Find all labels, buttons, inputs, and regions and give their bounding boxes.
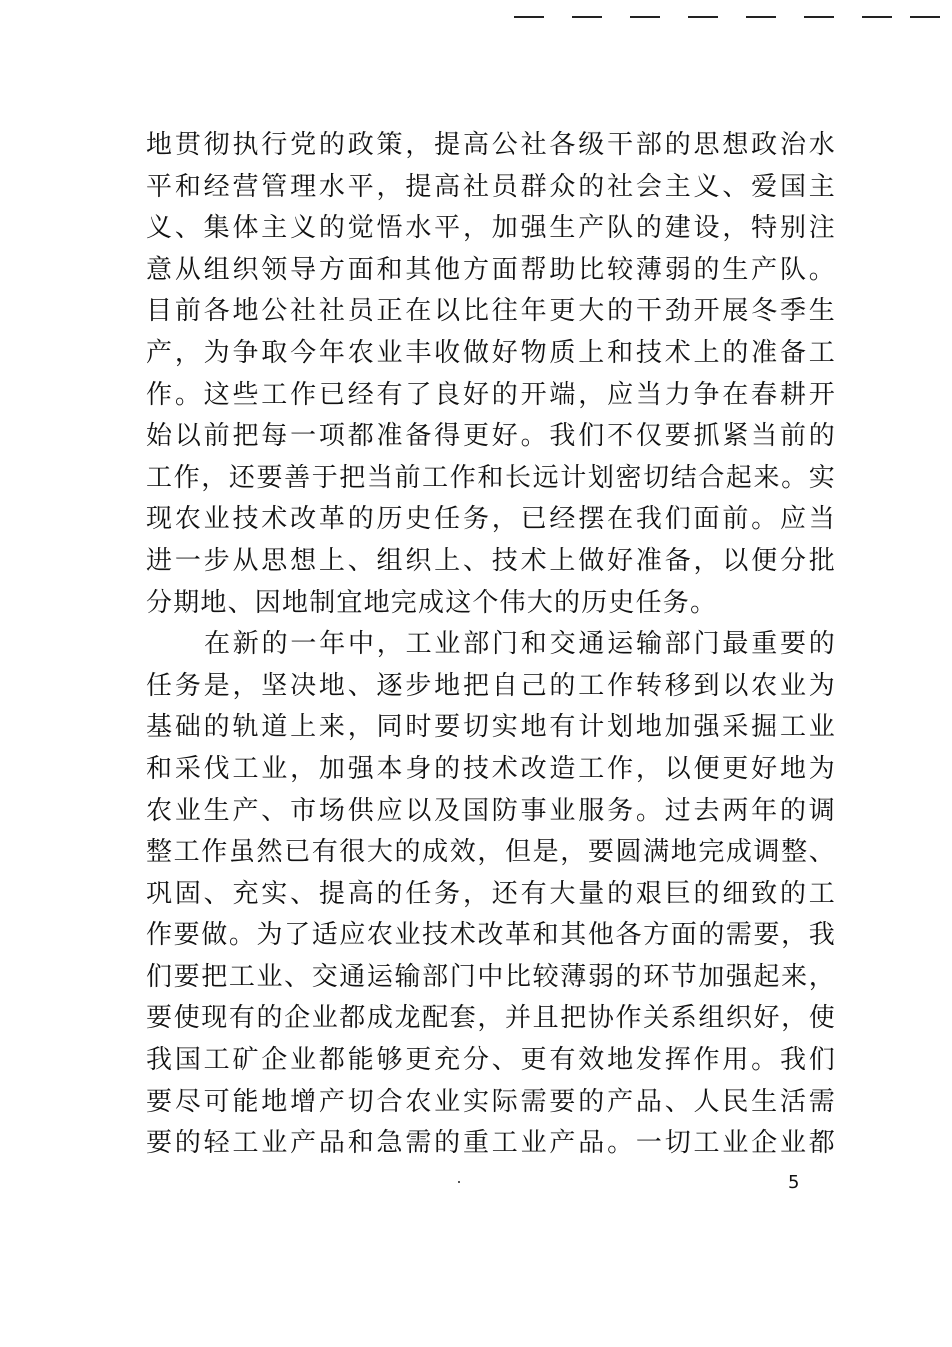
text-line: 始以前把每一项都准备得更好。我们不仅要抓紧当前的 [146,421,836,452]
text-line: 作。这些工作已经有了良好的开端，应当力争在春耕开 [146,379,836,410]
text-line: 我国工矿企业都能够更充分、更有效地发挥作用。我们 [146,1045,836,1076]
text-line: 意从组织领导方面和其他方面帮助比较薄弱的生产队。 [146,254,836,285]
header-dash [746,16,776,18]
text-line: 们要把工业、交通运输部门中比较薄弱的环节加强起来， [146,961,836,992]
header-dash [572,16,602,18]
text-line: 农业生产、市场供应以及国防事业服务。过去两年的调 [146,795,836,826]
text-line: 目前各地公社社员正在以比往年更大的干劲开展冬季生 [146,296,836,327]
paragraph-1 [146,125,836,624]
scan-speck [458,1181,460,1183]
header-dash [688,16,718,18]
text-line: 要使现有的企业都成龙配套，并且把协作关系组织好，使 [146,1003,836,1034]
header-dash [862,16,892,18]
text-line: 在新的一年中，工业部门和交通运输部门最重要的 [204,629,836,660]
text-line: 分期地、因地制宜地完成这个伟大的历史任务。 [146,587,718,618]
body-text [146,125,836,1165]
text-line: 现农业技术改革的历史任务，已经摆在我们面前。应当 [146,504,836,535]
text-line: 地贯彻执行党的政策，提高公社各级干部的思想政治水 [146,130,836,160]
header-dash-rule [514,16,934,20]
text-line: 要尽可能地增产切合农业实际需要的产品、人民生活需 [146,1086,836,1117]
text-line: 平和经营管理水平，提高社员群众的社会主义、爱国主 [146,171,836,202]
text-line: 巩固、充实、提高的任务，还有大量的艰巨的细致的工 [146,878,836,909]
text-line: 作要做。为了适应农业技术改革和其他各方面的需要，我 [146,920,836,951]
text-line: 产，为争取今年农业丰收做好物质上和技术上的准备工 [146,337,836,368]
text-line: 整工作虽然已有很大的成效，但是，要圆满地完成调整、 [146,837,836,868]
header-dash [804,16,834,18]
text-line: 任务是，坚决地、逐步地把自己的工作转移到以农业为 [146,670,836,701]
text-line: 义、集体主义的觉悟水平，加强生产队的建设，特别注 [146,213,836,244]
text-line: 工作，还要善于把当前工作和长远计划密切结合起来。实 [146,462,836,493]
text-line: 基础的轨道上来，同时要切实地有计划地加强采掘工业 [146,712,836,743]
text-line: 和采伐工业，加强本身的技术改造工作，以便更好地为 [146,753,836,784]
header-dash [910,16,940,18]
header-dash [514,16,544,18]
text-line: 要的轻工业产品和急需的重工业产品。一切工业企业都 [146,1128,836,1159]
paragraph-2 [146,624,836,1165]
page-number: 5 [788,1172,800,1193]
header-dash [630,16,660,18]
text-line: 进一步从思想上、组织上、技术上做好准备，以便分批 [146,545,836,576]
